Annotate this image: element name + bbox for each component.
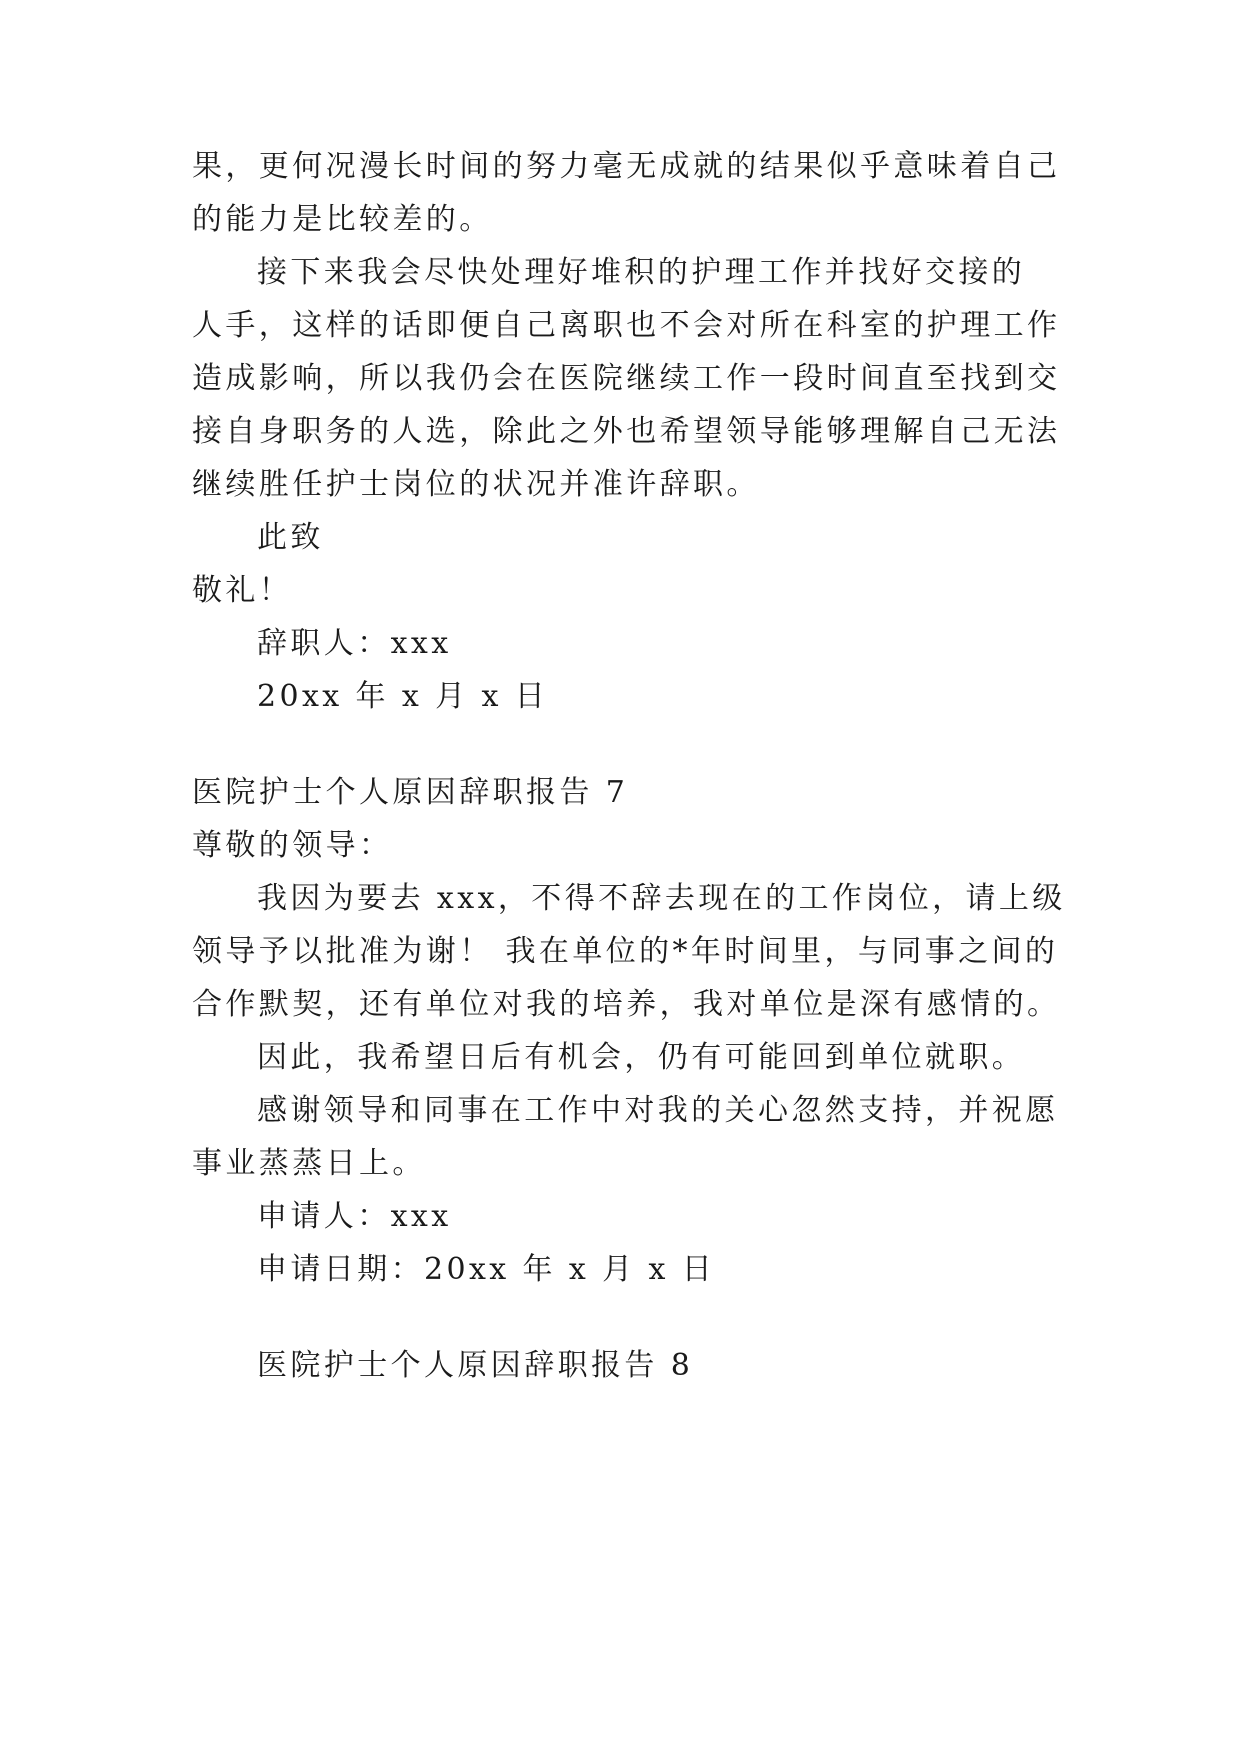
- paragraph-end-line-2: 的能力是比较差的。: [192, 202, 493, 237]
- report-7-para1-line-2: 领导予以批准为谢！ 我在单位的*年时间里，与同事之间的: [192, 934, 1059, 969]
- report-7-apply-date: 申请日期：20xx 年 x 月 x 日: [257, 1252, 716, 1287]
- report-7-para1-line-3: 合作默契，还有单位对我的培养，我对单位是深有感情的。: [192, 987, 1061, 1022]
- paragraph-end-line-1: 果，更何况漫长时间的努力毫无成就的结果似乎意味着自己: [192, 149, 1061, 184]
- handover-paragraph-line-2: 人手，这样的话即便自己离职也不会对所在科室的护理工作: [192, 308, 1061, 343]
- report-7-para1-line-1: 我因为要去 xxx，不得不辞去现在的工作岗位，请上级: [257, 881, 1066, 916]
- report-7-title: 医院护士个人原因辞职报告 7: [192, 775, 629, 810]
- handover-paragraph-line-3: 造成影响，所以我仍会在医院继续工作一段时间直至找到交: [192, 361, 1061, 396]
- closing-date: 20xx 年 x 月 x 日: [257, 679, 549, 714]
- report-7-applicant: 申请人：xxx: [257, 1199, 452, 1234]
- closing-signer: 辞职人：xxx: [257, 626, 452, 661]
- report-7-para3-line-1: 感谢领导和同事在工作中对我的关心忽然支持，并祝愿: [257, 1093, 1059, 1128]
- handover-paragraph-line-1: 接下来我会尽快处理好堆积的护理工作并找好交接的: [257, 255, 1026, 290]
- handover-paragraph-line-4: 接自身职务的人选，除此之外也希望领导能够理解自己无法: [192, 414, 1061, 449]
- handover-paragraph-line-5: 继续胜任护士岗位的状况并准许辞职。: [192, 467, 760, 502]
- report-7-salutation: 尊敬的领导：: [192, 828, 393, 863]
- report-8-title: 医院护士个人原因辞职报告 8: [257, 1348, 694, 1383]
- closing-cizhi: 此致: [257, 520, 324, 555]
- report-7-para2: 因此，我希望日后有机会，仍有可能回到单位就职。: [257, 1040, 1026, 1075]
- closing-jingli: 敬礼！: [192, 573, 293, 608]
- report-7-para3-line-2: 事业蒸蒸日上。: [192, 1146, 426, 1181]
